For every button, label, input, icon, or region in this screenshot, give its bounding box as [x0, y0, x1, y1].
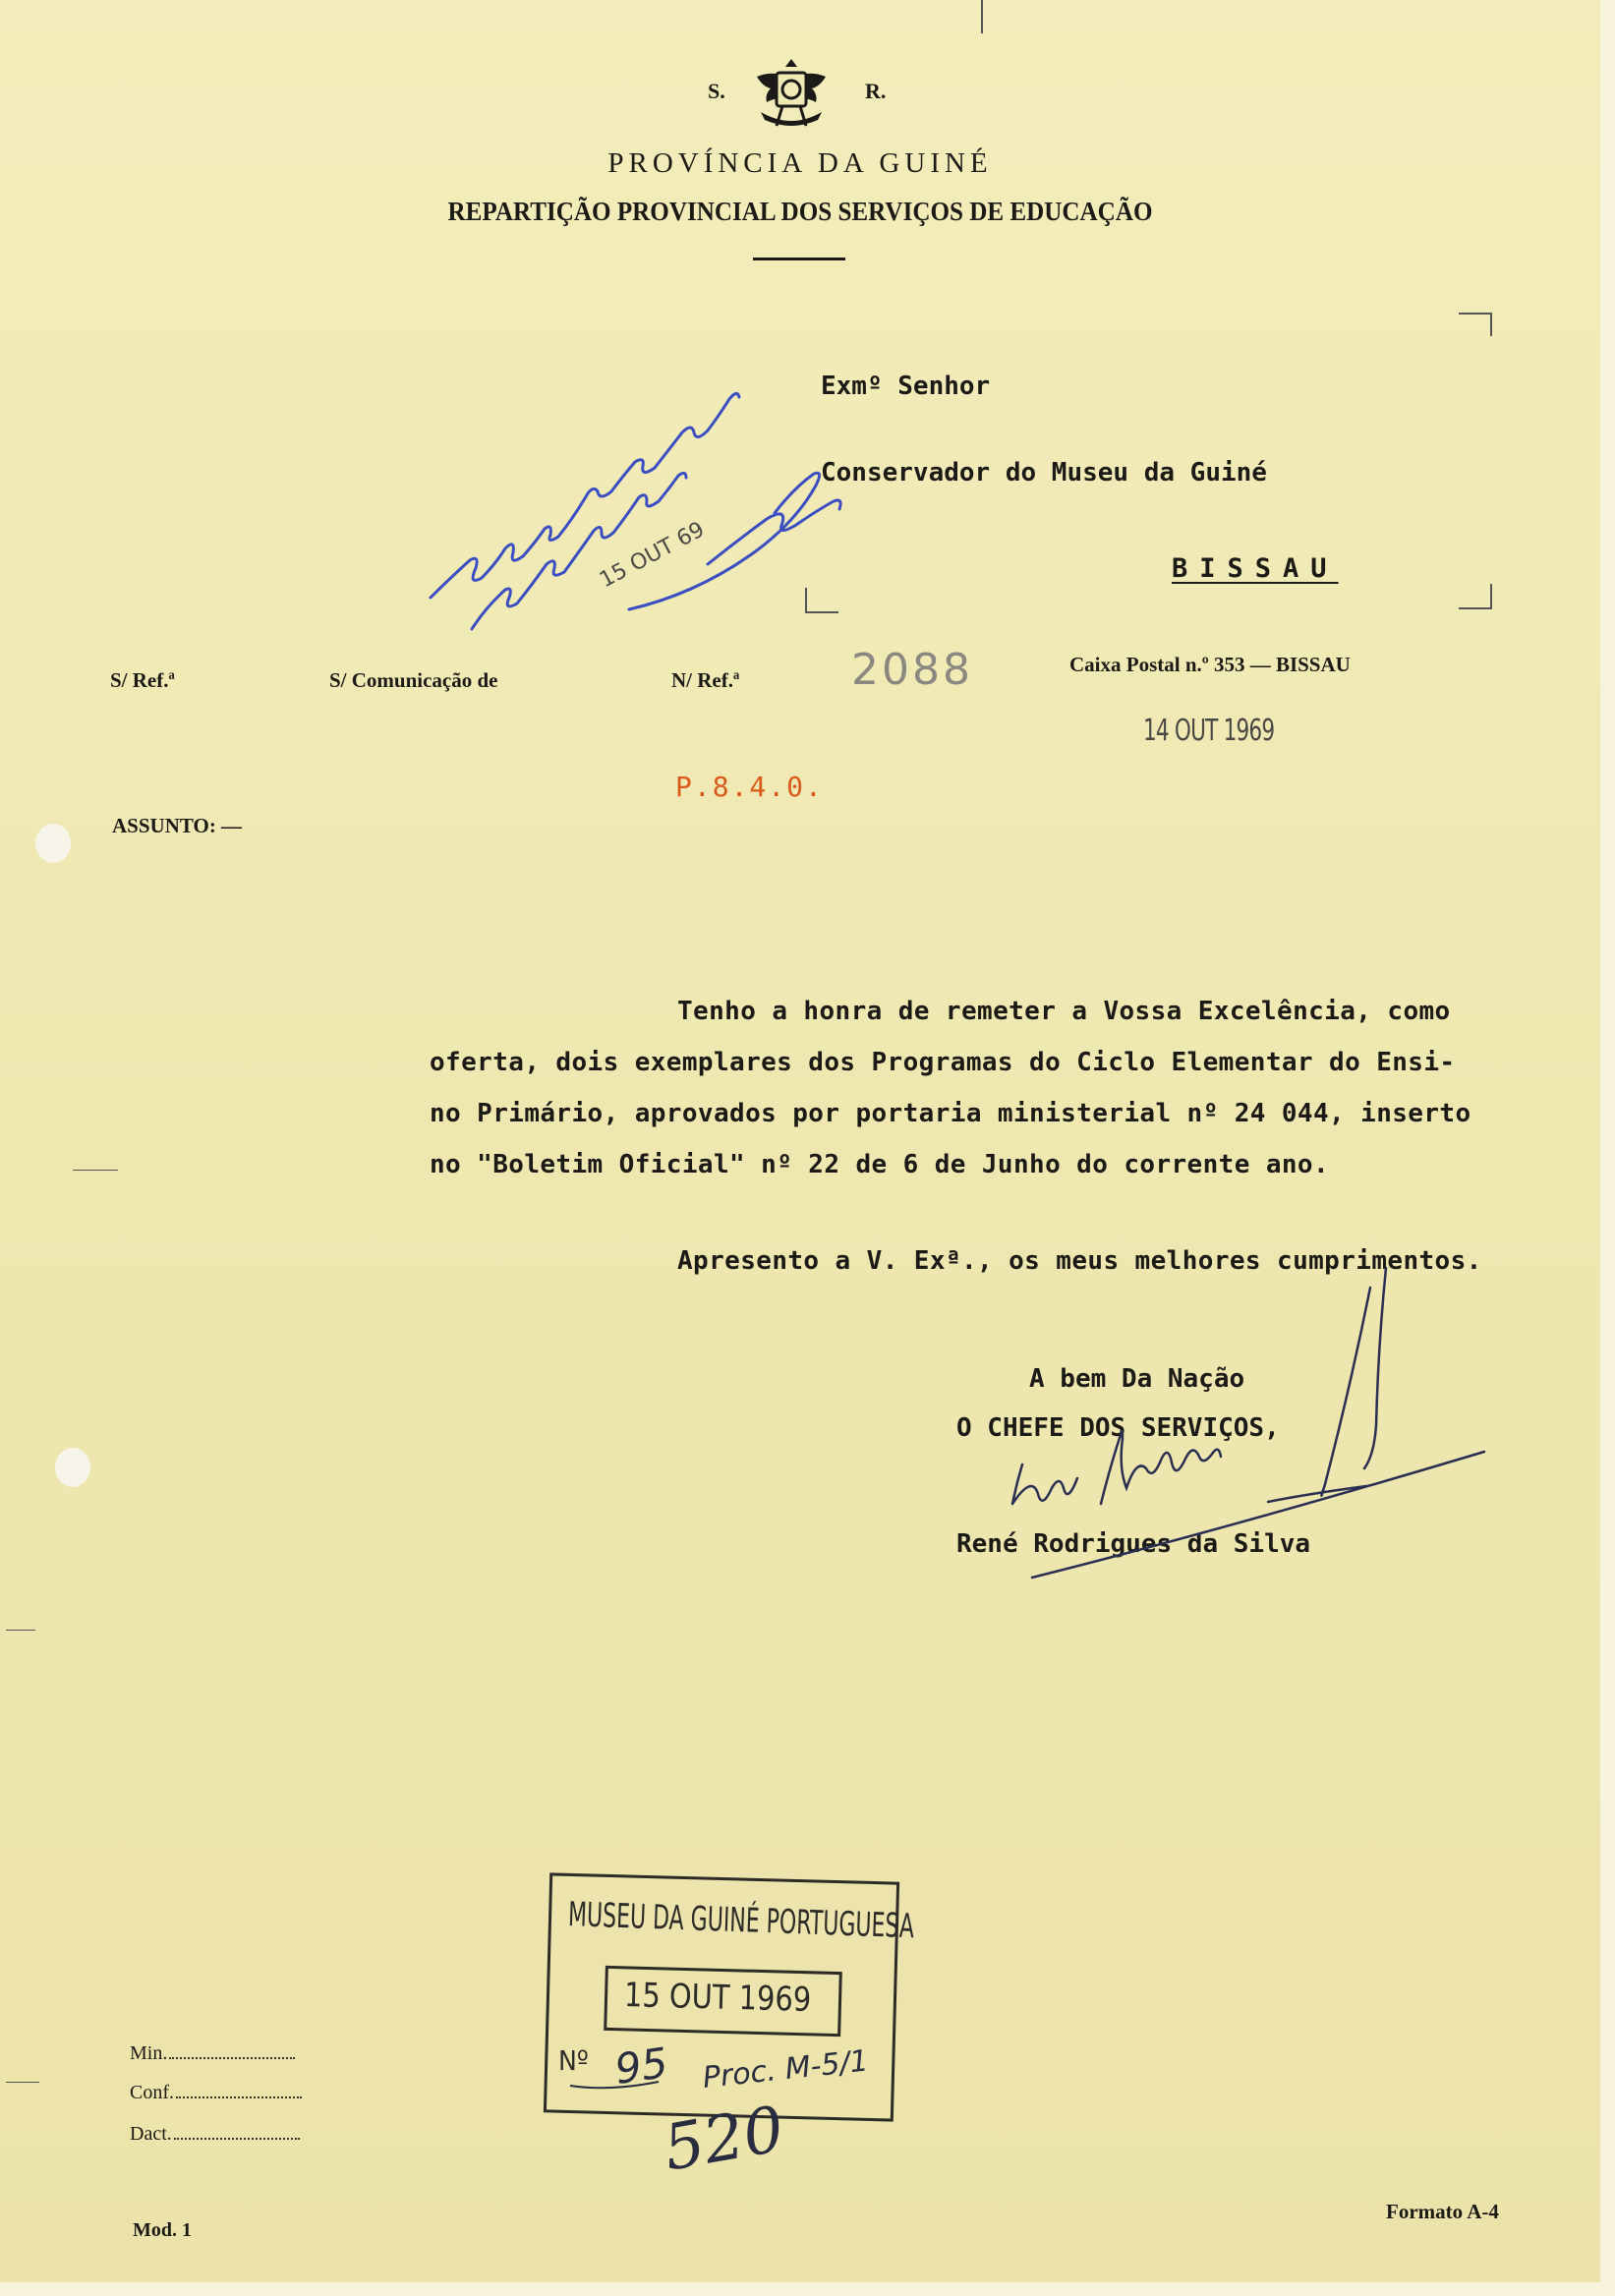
sent-date-stamp: 14 OUT 1969 — [1143, 714, 1275, 748]
body-line: Tenho a honra de remeter a Vossa Excelência, como — [677, 997, 1451, 1026]
department-title: REPARTIÇÃO PROVINCIAL DOS SERVIÇOS DE EDUCAÇÃO — [447, 197, 1153, 226]
postal-box: Caixa Postal n.º 353 — BISSAU — [1069, 653, 1351, 676]
body-line: oferta, dois exemplares dos Programas do Ciclo Elementar do Ensi- — [430, 1048, 1456, 1077]
handwritten-annotation — [431, 393, 840, 629]
header-s-mark: S. — [708, 79, 725, 103]
footer-conf-label: Conf. — [130, 2082, 174, 2103]
addressee-city: BISSAU — [1172, 553, 1339, 584]
n-ref-label: N/ Ref.ª — [671, 668, 740, 692]
province-title: PROVÍNCIA DA GUINÉ — [607, 147, 993, 179]
footer-dact-label: Dact. — [130, 2123, 172, 2145]
receipt-stamp-institution: MUSEU DA GUINÉ PORTUGUESA — [567, 1895, 915, 1947]
body-line: no Primário, aprovados por portaria ministerial nº 24 044, inserto — [430, 1099, 1471, 1128]
signatory-title: O CHEFE DOS SERVIÇOS, — [956, 1413, 1280, 1443]
receipt-stamp-process: Proc. M-5/1 — [701, 2043, 871, 2095]
n-ref-number: 2088 — [851, 645, 973, 695]
signatory-name: René Rodrigues da Silva — [956, 1529, 1311, 1559]
receipt-stamp-extra: 520 — [658, 2093, 790, 2186]
body-line: no "Boletim Oficial" nº 22 de 6 de Junho do corrente ano. — [430, 1150, 1330, 1179]
regards-line: Apresento a V. Exª., os meus melhores cumprimentos. — [677, 1246, 1482, 1276]
s-comunicacao-label: S/ Comunicação de — [329, 668, 498, 692]
annotation-date-stamp: 15 OUT 69 — [596, 517, 709, 594]
model-number: Mod. 1 — [133, 2219, 192, 2241]
addressee: Conservador do Museu da Guiné — [821, 458, 1267, 488]
salutation: Exmº Senhor — [821, 372, 991, 401]
receipt-stamp-number-label: Nº — [558, 2044, 589, 2077]
paper-format: Formato A-4 — [1386, 2200, 1499, 2223]
footer-min-label: Min. — [130, 2042, 168, 2064]
subject-label: ASSUNTO: — — [112, 814, 243, 837]
s-ref-label: S/ Ref.ª — [110, 668, 175, 692]
process-code: P.8.4.0. — [675, 771, 824, 803]
closing-motto: A bem Da Nação — [1029, 1364, 1245, 1394]
receipt-stamp-number: 95 — [611, 2038, 671, 2094]
chief-signature — [1012, 1268, 1484, 1578]
receipt-stamp-date: 15 OUT 1969 — [623, 1976, 812, 2020]
header-r-mark: R. — [865, 79, 887, 103]
